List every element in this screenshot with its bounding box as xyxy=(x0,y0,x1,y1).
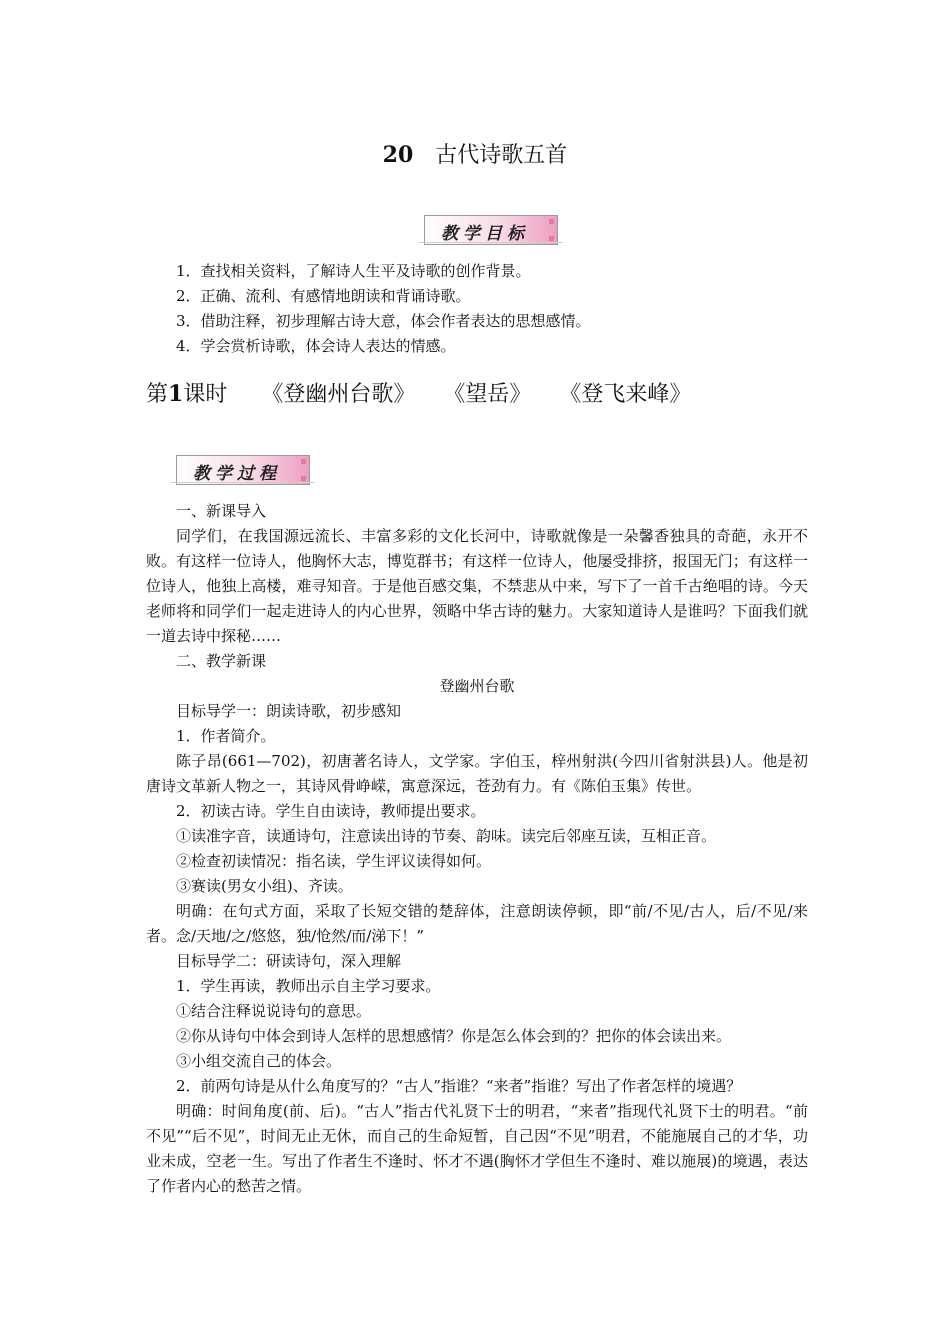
objectives-badge-label: 教学目标 xyxy=(441,224,529,244)
body-paragraph: 陈子昂(661—702)，初唐著名诗人，文学家。字伯玉，梓州射洪(今四川省射洪县)人。他是初唐诗文革新人物之一，其诗风骨峥嵘，寓意深远，苍劲有力。有《陈伯玉集》传世。 xyxy=(146,752,808,795)
body-paragraph: 一、新课导入 xyxy=(176,502,267,520)
body-paragraph: 2．前两句诗是从什么角度写的？“古人”指谁？“来者”指谁？写出了作者怎样的境遇？ xyxy=(176,1077,742,1095)
body-paragraph: 目标导学二：研读诗句，深入理解 xyxy=(176,952,402,970)
chapter-title: 古代诗歌五首 xyxy=(435,143,568,168)
process-badge-label: 教学过程 xyxy=(193,464,281,484)
lesson-number: 1 xyxy=(168,381,184,407)
objective-item: 1．查找相关资料，了解诗人生平及诗歌的创作背景。 xyxy=(176,262,531,280)
lesson-heading xyxy=(146,378,691,411)
chapter-number: 20 xyxy=(382,142,414,168)
objectives-list xyxy=(176,259,816,359)
body-paragraph: 1．作者简介。 xyxy=(176,727,276,745)
lesson-suffix: 课时 xyxy=(183,382,228,407)
lesson-poem-3: 《登飞来峰》 xyxy=(559,382,692,407)
badge-corner-icon xyxy=(549,219,554,224)
body-paragraph: 明确：时间角度(前、后)。“古人”指古代礼贤下士的明君，“来者”指现代礼贤下士的明君。“前不见”“后不见”，时间无止无休，而自己的生命短暂，自己因“不见”明君，不能施展自己的才华，功业未成，空老一生。写出了作者生不逢时、怀才不遇(胸怀才学但生不逢时、难以施展)的境遇，表达了作者内心的愁苦之情。 xyxy=(146,1102,808,1195)
badge-corner-icon xyxy=(301,476,306,481)
teaching-process-body xyxy=(146,499,808,1199)
body-paragraph: ③小组交流自己的体会。 xyxy=(176,1052,342,1070)
body-paragraph: 2．初读古诗。学生自由读诗，教师提出要求。 xyxy=(176,802,486,820)
body-paragraph: ②检查初读情况：指名读，学生评议读得如何。 xyxy=(176,852,492,870)
objective-item: 2．正确、流利、有感情地朗读和背诵诗歌。 xyxy=(176,287,471,305)
badge-corner-icon xyxy=(549,236,554,241)
body-paragraph: 明确：在句式方面，采取了长短交错的楚辞体，注意朗读停顿，即“前/不见/古人，后/不见/来者。念/天地/之/悠悠，独/怆然/而/涕下！” xyxy=(146,902,808,945)
body-paragraph: ①结合注释说说诗句的意思。 xyxy=(176,1002,372,1020)
objective-item: 4．学会赏析诗歌，体会诗人表达的情感。 xyxy=(176,337,456,355)
lesson-prefix: 第 xyxy=(146,382,169,407)
body-paragraph: 同学们，在我国源远流长、丰富多彩的文化长河中，诗歌就像是一朵馨香独具的奇葩，永开不败。有这样一位诗人，他胸怀大志，博览群书；有这样一位诗人，他屡受排挤，报国无门；有这样一位诗人，他独上高楼，难寻知音。于是他百感交集，不禁悲从中来，写下了一首千古绝唱的诗。今天老师将和同学们一起走进诗人的内心世界，领略中华古诗的魅力。大家知道诗人是谁吗？下面我们就一道去诗中探秘…… xyxy=(146,527,808,645)
body-paragraph: 1．学生再读，教师出示自主学习要求。 xyxy=(176,977,441,995)
body-paragraph: 目标导学一：朗读诗歌，初步感知 xyxy=(176,702,402,720)
objectives-badge xyxy=(424,215,558,245)
body-paragraph: ③赛读(男女小组)、齐读。 xyxy=(176,877,353,895)
body-paragraph: ②你从诗句中体会到诗人怎样的思想感情？你是怎么体会到的？把你的体会读出来。 xyxy=(176,1027,732,1045)
body-paragraph: 二、教学新课 xyxy=(176,652,267,670)
lesson-poem-2: 《望岳》 xyxy=(443,382,532,407)
process-badge xyxy=(176,455,310,485)
page-title xyxy=(0,140,950,171)
lesson-poem-1: 《登幽州台歌》 xyxy=(261,382,416,407)
objective-item: 3．借助注释，初步理解古诗大意，体会作者表达的思想感情。 xyxy=(176,312,591,330)
badge-corner-icon xyxy=(301,459,306,464)
body-paragraph: ①读准字音，读通诗句，注意读出诗的节奏、韵味。读完后邻座互读，互相正音。 xyxy=(176,827,717,845)
poem-title: 登幽州台歌 xyxy=(439,677,515,695)
